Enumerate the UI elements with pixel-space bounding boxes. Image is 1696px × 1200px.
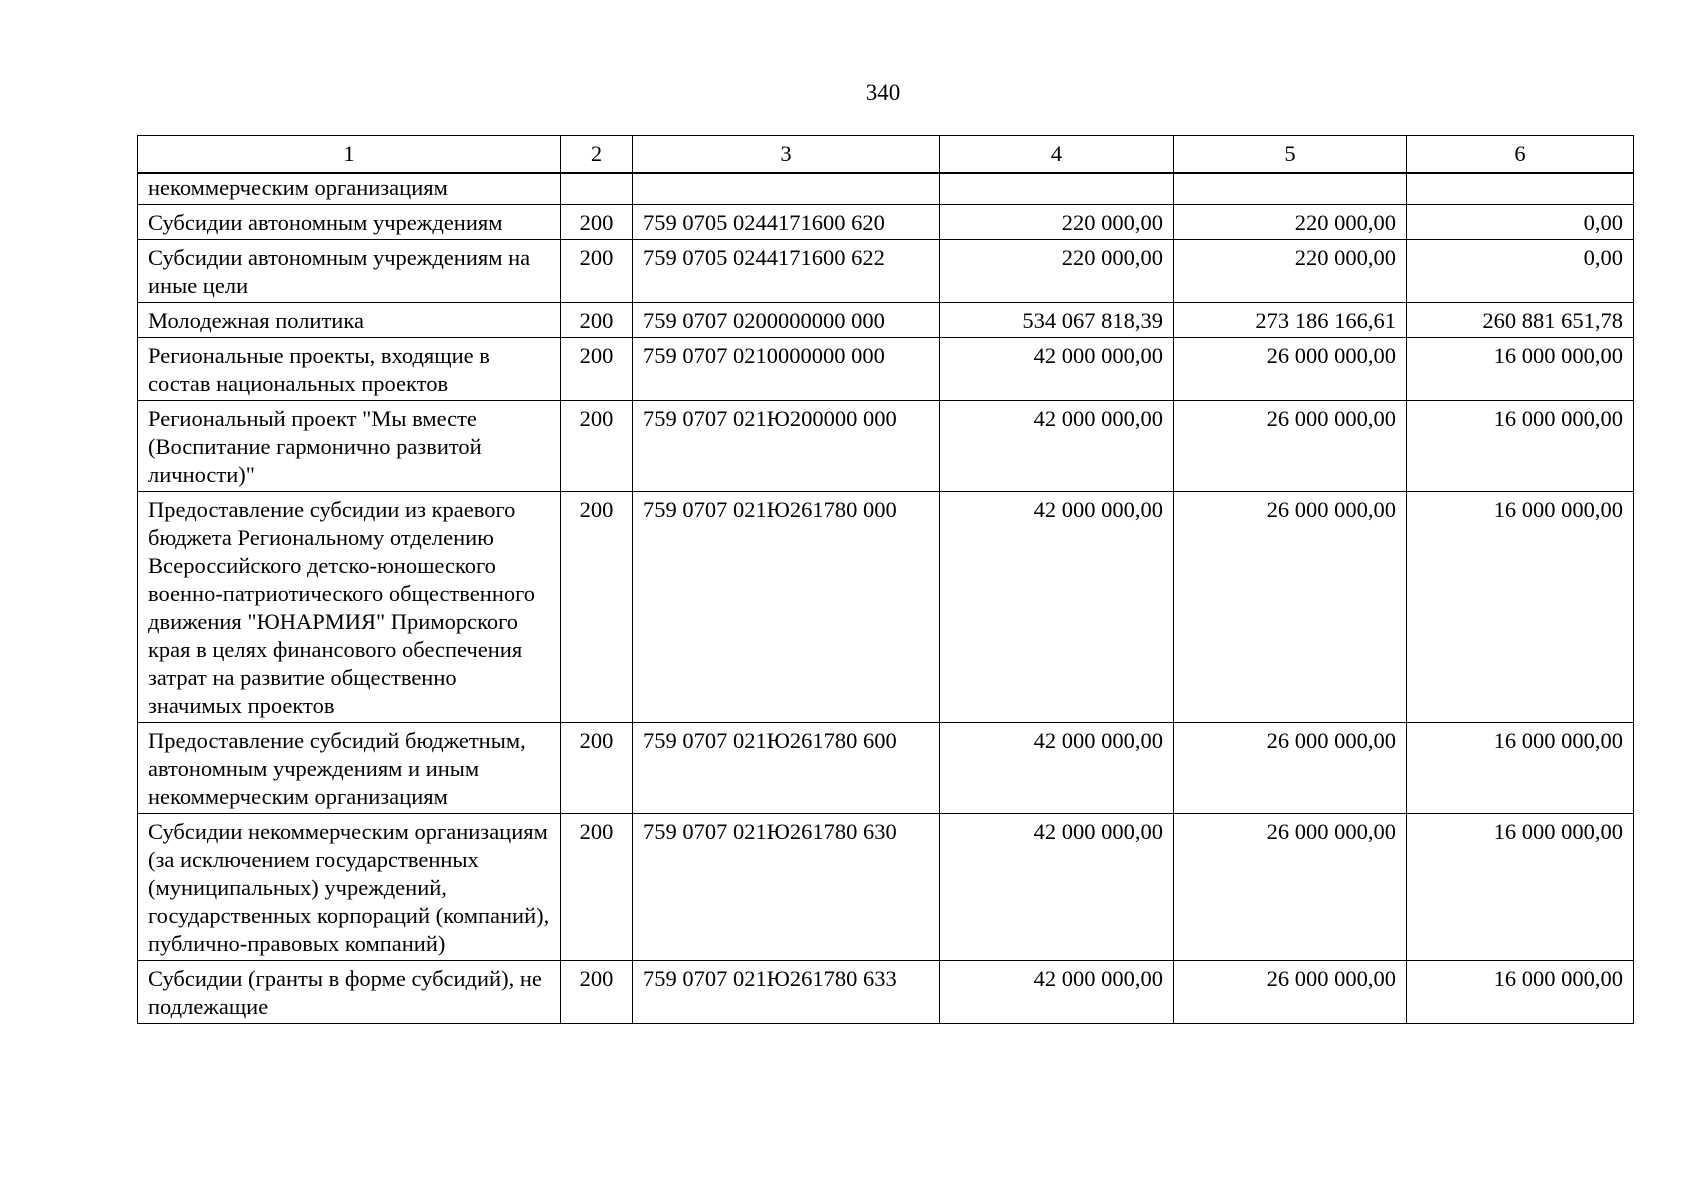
cell-value-5: 220 000,00: [1174, 205, 1407, 240]
cell-value-5: 26 000 000,00: [1174, 338, 1407, 401]
table-row: [138, 401, 1634, 492]
cell-value-4: 220 000,00: [940, 205, 1174, 240]
cell-name: Субсидии автономным учреждениям на иные цели: [138, 240, 561, 303]
cell-empty: [1174, 173, 1407, 205]
cell-col2: 200: [561, 401, 633, 492]
cell-col2: 200: [561, 723, 633, 814]
column-header-5: 5: [1174, 136, 1407, 174]
column-header-3: 3: [633, 136, 940, 174]
cell-value-5: 26 000 000,00: [1174, 723, 1407, 814]
cell-name: Региональные проекты, входящие в состав национальных проектов: [138, 338, 561, 401]
cell-name: Молодежная политика: [138, 303, 561, 338]
cell-empty: [1407, 173, 1634, 205]
cell-code: 759 0707 0210000000 000: [633, 338, 940, 401]
cell-value-4: 42 000 000,00: [940, 723, 1174, 814]
cell-value-5: 26 000 000,00: [1174, 401, 1407, 492]
cell-code: 759 0707 0200000000 000: [633, 303, 940, 338]
table-row-continuation: [138, 173, 1634, 205]
cell-col2: 200: [561, 961, 633, 1024]
table-row: [138, 723, 1634, 814]
cell-value-6: 0,00: [1407, 205, 1634, 240]
cell-empty: [633, 173, 940, 205]
cell-value-5: 26 000 000,00: [1174, 961, 1407, 1024]
cell-code: 759 0707 021Ю261780 633: [633, 961, 940, 1024]
table-row: [138, 492, 1634, 723]
cell-col2: 200: [561, 240, 633, 303]
cell-value-4: 42 000 000,00: [940, 814, 1174, 961]
cell-value-6: 16 000 000,00: [1407, 814, 1634, 961]
cell-code: 759 0705 0244171600 620: [633, 205, 940, 240]
cell-value-4: 42 000 000,00: [940, 338, 1174, 401]
cell-value-6: 260 881 651,78: [1407, 303, 1634, 338]
cell-name: Субсидии автономным учреждениям: [138, 205, 561, 240]
column-header-1: 1: [138, 136, 561, 174]
cell-name: Предоставление субсидии из краевого бюджета Региональному отделению Всероссийского детско-юношеского военно-патриотического общественного движения "ЮНАРМИЯ" Приморского края в целях финансового обеспечения затрат на развитие общественно значимых проектов: [138, 492, 561, 723]
table-row: [138, 338, 1634, 401]
cell-value-4: 220 000,00: [940, 240, 1174, 303]
table-row: [138, 205, 1634, 240]
cell-value-4: 42 000 000,00: [940, 401, 1174, 492]
cell-value-4: 42 000 000,00: [940, 961, 1174, 1024]
column-header-2: 2: [561, 136, 633, 174]
cell-value-5: 26 000 000,00: [1174, 492, 1407, 723]
cell-value-5: 220 000,00: [1174, 240, 1407, 303]
cell-code: 759 0707 021Ю200000 000: [633, 401, 940, 492]
cell-name: некоммерческим организациям: [138, 173, 561, 205]
cell-value-6: 16 000 000,00: [1407, 338, 1634, 401]
table-row: [138, 240, 1634, 303]
cell-col2: 200: [561, 303, 633, 338]
cell-empty: [561, 173, 633, 205]
cell-col2: 200: [561, 814, 633, 961]
cell-col2: 200: [561, 205, 633, 240]
cell-value-4: 534 067 818,39: [940, 303, 1174, 338]
page-number: 340: [865, 80, 901, 105]
cell-code: 759 0705 0244171600 622: [633, 240, 940, 303]
cell-value-4: 42 000 000,00: [940, 492, 1174, 723]
column-header-6: 6: [1407, 136, 1634, 174]
cell-name: Субсидии некоммерческим организациям (за исключением государственных (муниципальных) учреждений, государственных корпораций (компаний), публично-правовых компаний): [138, 814, 561, 961]
cell-value-6: 16 000 000,00: [1407, 723, 1634, 814]
cell-value-6: 16 000 000,00: [1407, 401, 1634, 492]
cell-code: 759 0707 021Ю261780 630: [633, 814, 940, 961]
cell-value-6: 0,00: [1407, 240, 1634, 303]
cell-value-5: 273 186 166,61: [1174, 303, 1407, 338]
cell-empty: [940, 173, 1174, 205]
cell-code: 759 0707 021Ю261780 600: [633, 723, 940, 814]
cell-name: Субсидии (гранты в форме субсидий), не подлежащие: [138, 961, 561, 1024]
table-header-row: [138, 136, 1634, 174]
cell-col2: 200: [561, 492, 633, 723]
cell-name: Предоставление субсидий бюджетным, автономным учреждениям и иным некоммерческим организациям: [138, 723, 561, 814]
cell-col2: 200: [561, 338, 633, 401]
cell-name: Региональный проект "Мы вместе (Воспитание гармонично развитой личности)": [138, 401, 561, 492]
cell-value-6: 16 000 000,00: [1407, 492, 1634, 723]
table-row: [138, 814, 1634, 961]
budget-table: [137, 135, 1634, 1024]
cell-value-5: 26 000 000,00: [1174, 814, 1407, 961]
cell-code: 759 0707 021Ю261780 000: [633, 492, 940, 723]
column-header-4: 4: [940, 136, 1174, 174]
table-row: [138, 961, 1634, 1024]
table-row: [138, 303, 1634, 338]
cell-value-6: 16 000 000,00: [1407, 961, 1634, 1024]
